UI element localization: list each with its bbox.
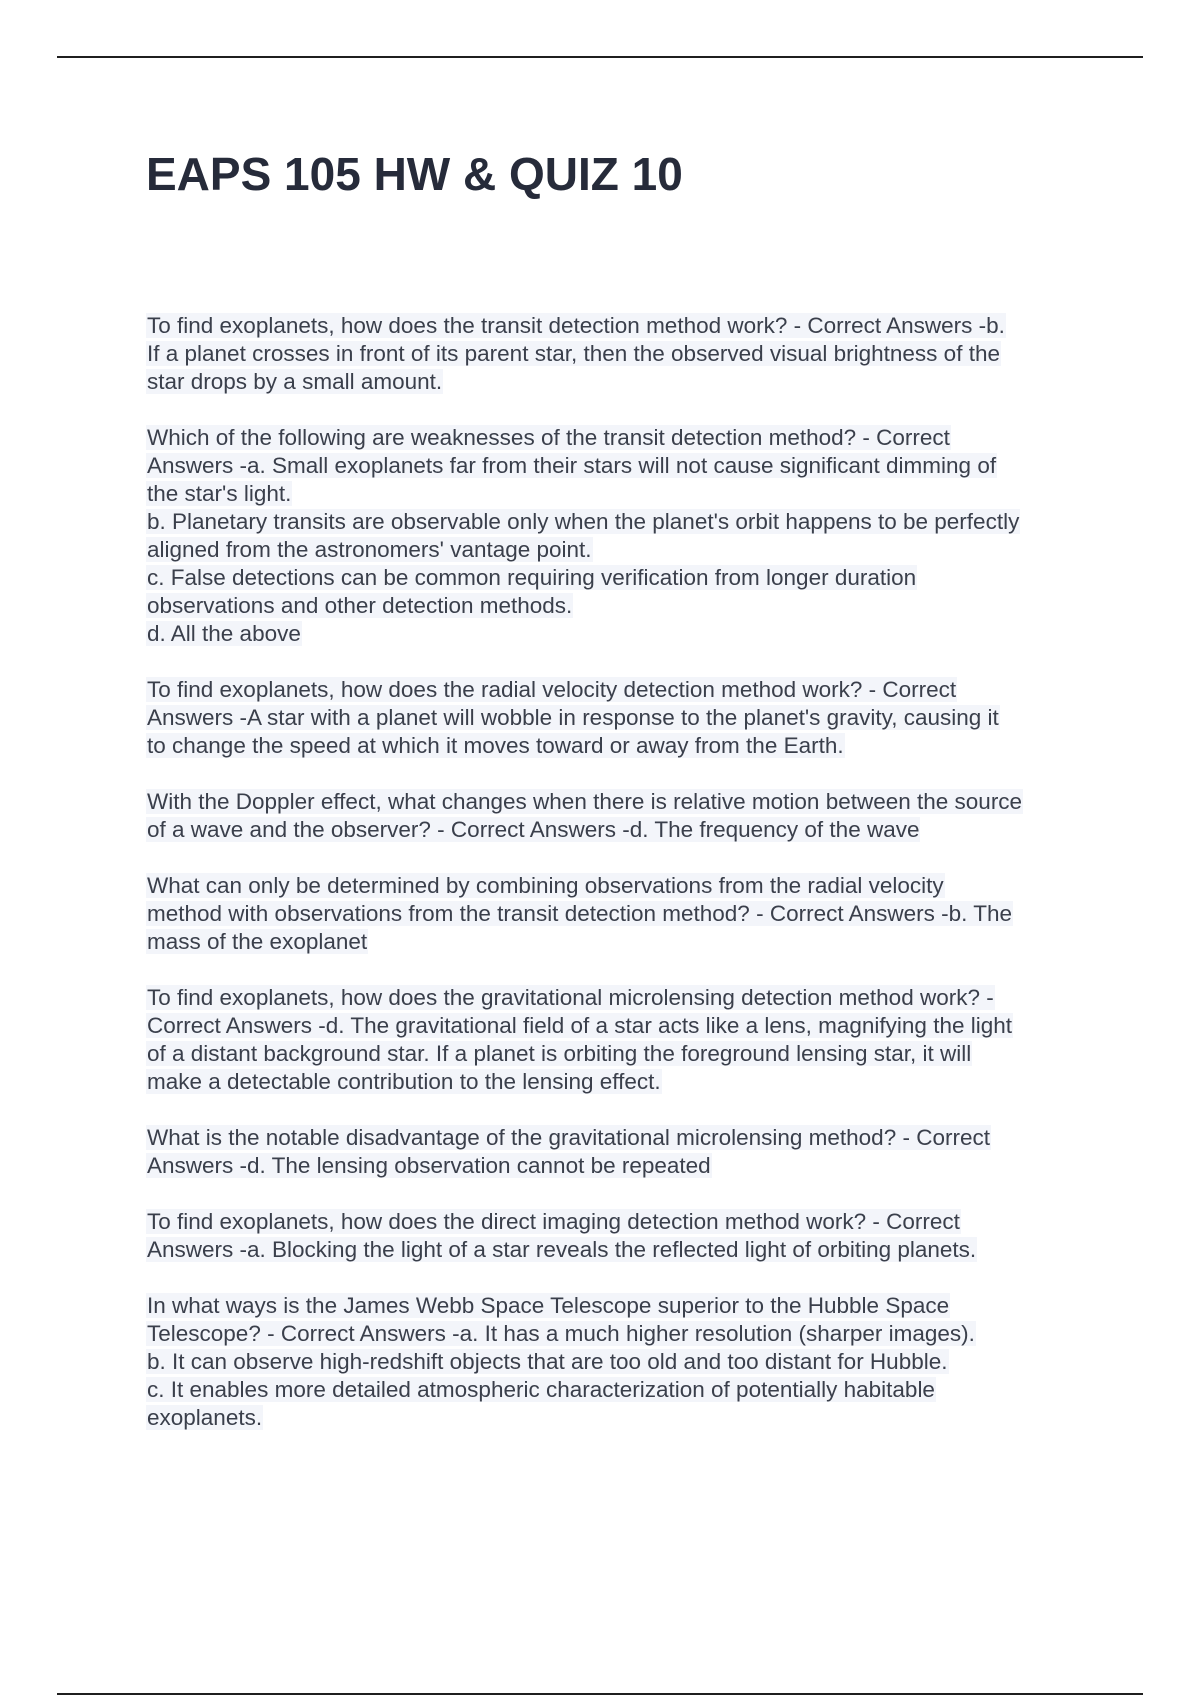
qa-line — [146, 480, 1096, 508]
qa-line-text: Answers -A star with a planet will wobble in response to the planet's gravity, causing it — [147, 705, 999, 730]
qa-line — [146, 1236, 1096, 1264]
qa-line-text: To find exoplanets, how does the radial velocity detection method work? - Correct — [147, 677, 957, 702]
qa-line-text: Answers -a. Blocking the light of a star reveals the reflected light of orbiting planets. — [147, 1237, 977, 1262]
qa-line — [146, 340, 1096, 368]
qa-line-text: Telescope? - Correct Answers -a. It has a much higher resolution (sharper images). — [147, 1321, 975, 1346]
qa-paragraph — [146, 872, 1096, 956]
qa-paragraph — [146, 312, 1096, 396]
qa-line-text: What is the notable disadvantage of the gravitational microlensing method? - Correct — [147, 1125, 990, 1150]
qa-paragraph — [146, 788, 1096, 844]
qa-line-text: In what ways is the James Webb Space Telescope superior to the Hubble Space — [147, 1293, 950, 1318]
qa-paragraph — [146, 984, 1096, 1096]
qa-line — [146, 508, 1096, 536]
qa-line — [146, 900, 1096, 928]
qa-line — [146, 704, 1096, 732]
qa-line — [146, 788, 1096, 816]
qa-line-text: Correct Answers -d. The gravitational field of a star acts like a lens, magnifying the light — [147, 1013, 1012, 1038]
qa-paragraph — [146, 424, 1096, 648]
qa-line — [146, 452, 1096, 480]
qa-line-text: c. False detections can be common requiring verification from longer duration — [147, 565, 917, 590]
qa-line — [146, 592, 1096, 620]
qa-line-text: observations and other detection methods. — [147, 593, 573, 618]
top-rule — [57, 56, 1143, 58]
qa-paragraph — [146, 676, 1096, 760]
qa-line — [146, 564, 1096, 592]
qa-line — [146, 928, 1096, 956]
qa-paragraph — [146, 1208, 1096, 1264]
qa-line-text: mass of the exoplanet — [147, 929, 368, 954]
qa-line — [146, 1376, 1096, 1404]
qa-line — [146, 1208, 1096, 1236]
qa-line-text: star drops by a small amount. — [147, 369, 443, 394]
qa-line — [146, 312, 1096, 340]
qa-line — [146, 816, 1096, 844]
qa-line — [146, 1404, 1096, 1432]
qa-line — [146, 984, 1096, 1012]
qa-line-text: of a wave and the observer? - Correct Answers -d. The frequency of the wave — [147, 817, 920, 842]
bottom-rule — [57, 1693, 1143, 1695]
qa-line-text: b. It can observe high-redshift objects that are too old and too distant for Hubble. — [147, 1349, 948, 1374]
qa-line-text: of a distant background star. If a planet is orbiting the foreground lensing star, it will — [147, 1041, 972, 1066]
qa-list — [146, 312, 1096, 1460]
qa-line-text: exoplanets. — [147, 1405, 263, 1430]
qa-line-text: method with observations from the transit detection method? - Correct Answers -b. The — [147, 901, 1012, 926]
qa-line — [146, 1348, 1096, 1376]
qa-line-text: With the Doppler effect, what changes when there is relative motion between the source — [147, 789, 1023, 814]
qa-line — [146, 424, 1096, 452]
qa-line-text: b. Planetary transits are observable only when the planet's orbit happens to be perfectly — [147, 509, 1020, 534]
qa-line-text: c. It enables more detailed atmospheric characterization of potentially habitable — [147, 1377, 935, 1402]
qa-line — [146, 676, 1096, 704]
qa-line-text: Which of the following are weaknesses of the transit detection method? - Correct — [147, 425, 950, 450]
qa-line-text: To find exoplanets, how does the direct imaging detection method work? - Correct — [147, 1209, 960, 1234]
qa-line-text: To find exoplanets, how does the gravitational microlensing detection method work? - — [147, 985, 994, 1010]
qa-line — [146, 1012, 1096, 1040]
qa-line — [146, 1124, 1096, 1152]
qa-line — [146, 872, 1096, 900]
qa-paragraph — [146, 1292, 1096, 1432]
qa-line-text: To find exoplanets, how does the transit detection method work? - Correct Answers -b. — [147, 313, 1005, 338]
qa-line — [146, 620, 1096, 648]
qa-line — [146, 368, 1096, 396]
qa-line — [146, 1040, 1096, 1068]
qa-line-text: If a planet crosses in front of its parent star, then the observed visual brightness of the — [147, 341, 1000, 366]
document-title: EAPS 105 HW & QUIZ 10 — [146, 148, 683, 200]
qa-line-text: What can only be determined by combining observations from the radial velocity — [147, 873, 944, 898]
qa-line-text: to change the speed at which it moves toward or away from the Earth. — [147, 733, 844, 758]
qa-line — [146, 1292, 1096, 1320]
qa-line — [146, 1320, 1096, 1348]
qa-paragraph — [146, 1124, 1096, 1180]
qa-line — [146, 536, 1096, 564]
qa-line-text: Answers -d. The lensing observation cannot be repeated — [147, 1153, 711, 1178]
qa-line-text: make a detectable contribution to the lensing effect. — [147, 1069, 661, 1094]
qa-line-text: aligned from the astronomers' vantage point. — [147, 537, 592, 562]
qa-line-text: Answers -a. Small exoplanets far from their stars will not cause significant dimming of — [147, 453, 997, 478]
qa-line-text: d. All the above — [147, 621, 301, 646]
qa-line — [146, 1068, 1096, 1096]
qa-line-text: the star's light. — [147, 481, 292, 506]
qa-line — [146, 1152, 1096, 1180]
qa-line — [146, 732, 1096, 760]
